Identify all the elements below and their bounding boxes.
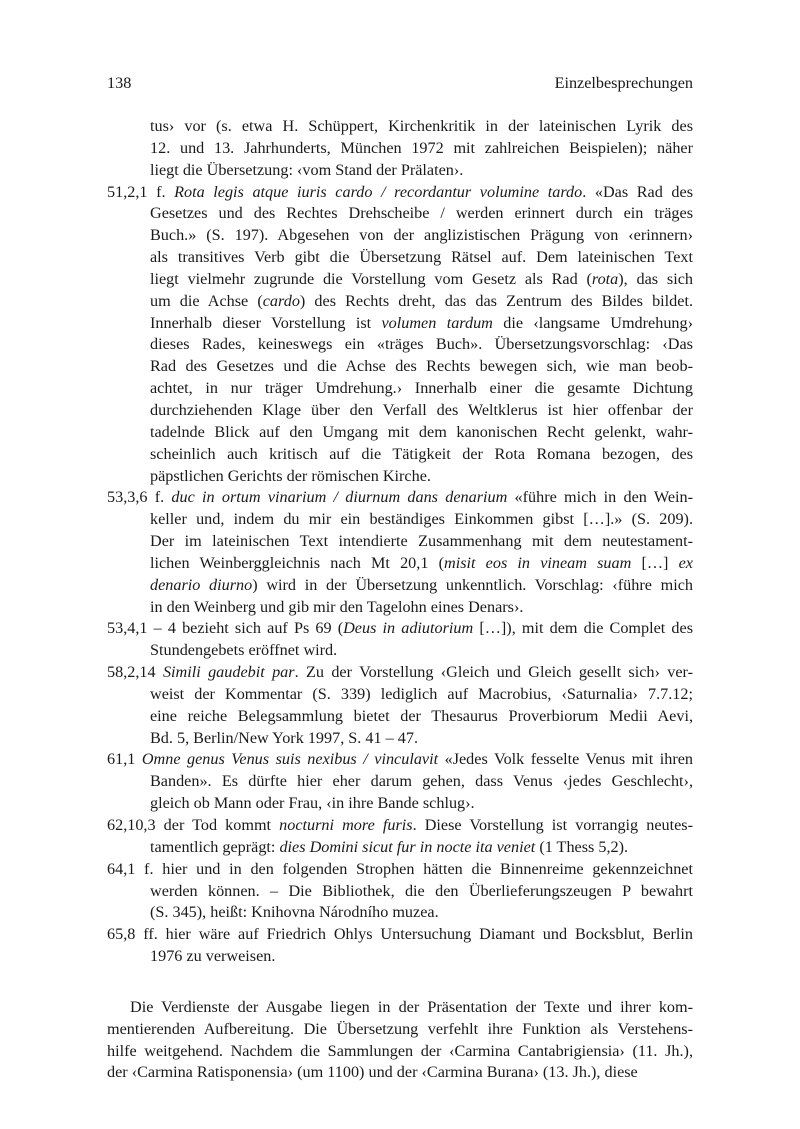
text-segment: in den Weinberg und gib mir den Tagelohn eines Denars›. (150, 597, 524, 616)
latin-quote: Deus in adiutorium (343, 619, 474, 638)
text-line (150, 684, 693, 706)
text-line (150, 116, 693, 138)
text-line (150, 247, 693, 269)
text-segment: achtet, in nur träger Umdrehung.› Innerhalb einer die gesamte Dichtung (150, 379, 693, 398)
text-line (107, 1019, 693, 1041)
text-segment: keller und, indem du mir ein beständiges Einkommen gibst […].» (S. 209). (150, 510, 693, 529)
text-segment: Der im lateinischen Text intendierte Zusammenhang mit dem neutestament- (150, 532, 693, 551)
latin-quote: cardo (262, 291, 300, 310)
text-line (107, 618, 693, 640)
page-number: 138 (107, 74, 132, 92)
text-line (150, 771, 693, 793)
text-segment: durchziehenden Klage über den Verfall des Weltklerus ist hier offenbar der (150, 400, 693, 419)
latin-quote: Rota legis atque iuris cardo / recordantur volumine tardo (174, 182, 583, 201)
text-line (107, 1062, 693, 1084)
latin-quote: dies Domini sicut fur in nocte ita veniet (279, 837, 536, 856)
latin-quote: denario diurno (150, 575, 253, 594)
text-segment: 12. und 13. Jahrhunderts, München 1972 mit zahlreichen Beispielen); näher (150, 138, 693, 157)
text-segment: 1976 zu verweisen. (150, 947, 276, 966)
text-line (150, 422, 693, 444)
text-line (150, 946, 693, 968)
text-line (150, 793, 693, 815)
text-line (150, 553, 693, 575)
text-line (150, 138, 693, 160)
text-line (150, 640, 693, 662)
latin-quote: Omne genus Venus suis nexibus / vinculavit (141, 750, 439, 769)
text-segment: . Diese Vorstellung ist vorrangig neutes- (412, 816, 693, 834)
text-line (150, 837, 693, 859)
commentary-entry (107, 662, 693, 749)
commentary-entry (107, 859, 693, 925)
commentary-entry (107, 487, 693, 618)
text-line (107, 749, 693, 771)
text-segment: Bd. 5, Berlin/New York 1997, S. 41 – 47. (150, 728, 419, 747)
text-segment: Buch.» (S. 197). Abgesehen von der anglizistischen Prägung von ‹erinnern› (150, 226, 693, 245)
text-line (150, 881, 693, 903)
text-line (107, 662, 693, 684)
text-segment: 61,1 (107, 750, 142, 769)
commentary-entry (107, 815, 693, 859)
text-segment: […] (631, 553, 679, 572)
latin-quote: duc in ortum vinarium / diurnum dans denarium (171, 488, 508, 507)
commentary-entry (107, 182, 693, 488)
text-segment: liegt vielmehr zugrunde die Vorstellung vom Gesetz als Rad ( (150, 269, 592, 288)
text-segment: Gesetzes und des Rechtes Drehscheibe / werden erinnert durch ein träges (150, 204, 693, 223)
text-segment: (1 Thess 5,2). (535, 837, 629, 856)
text-line (150, 356, 693, 378)
page-body (107, 116, 693, 1084)
text-line (150, 597, 693, 619)
text-line (150, 706, 693, 728)
text-segment: scheinlich auch kritisch auf die Tätigkeit der Rota Romana bezogen, des (150, 444, 693, 463)
text-segment: um die Achse ( (150, 291, 263, 310)
text-line (150, 269, 693, 291)
text-line (150, 291, 693, 313)
text-segment: tus› vor (s. etwa H. Schüppert, Kirchenkritik in der lateinischen Lyrik des (150, 117, 693, 135)
latin-quote: rota (591, 269, 619, 288)
body-paragraph (107, 997, 693, 1084)
text-line (150, 728, 693, 750)
text-line (107, 859, 693, 881)
commentary-entry (107, 749, 693, 815)
text-segment: (S. 345), heißt: Knihovna Národního muzea. (150, 903, 439, 922)
running-title: Einzelbesprechungen (554, 74, 693, 92)
text-segment: «führe mich in den Wein- (507, 488, 694, 507)
text-line (107, 815, 693, 837)
text-segment: mentierenden Aufbereitung. Die Übersetzung verfehlt ihre Funktion als Verstehens- (107, 1019, 693, 1038)
text-segment: werden können. – Die Bibliothek, die den Überlieferungszeugen P bewahrt (150, 881, 693, 900)
text-segment: «Jedes Volk fesselte Venus mit ihren (438, 750, 693, 769)
text-segment: ) wird in der Übersetzung unkenntlich. Vorschlag: ‹führe mich (252, 575, 693, 594)
latin-quote: nocturni more furis (279, 816, 413, 834)
text-segment: Rad des Gesetzes und die Achse des Rechts bewegen sich, wie man beob- (150, 357, 693, 376)
text-line (150, 378, 693, 400)
text-segment: 53,4,1 – 4 bezieht sich auf Ps 69 ( (107, 619, 344, 638)
text-line (150, 509, 693, 531)
text-segment: . Zu der Vorstellung ‹Gleich und Gleich gesellt sich› ver- (294, 663, 693, 682)
text-line (150, 902, 693, 924)
text-segment: […]), mit dem die Complet des (473, 619, 693, 638)
text-segment: ) des Rechts dreht, das das Zentrum des Bildes bildet. (299, 291, 693, 310)
text-segment: Banden». Es dürfte hier eher darum gehen, dass Venus ‹jedes Geschlecht›, (150, 772, 693, 791)
latin-quote: Simili gaudebit par (162, 663, 295, 682)
text-segment: 58,2,14 (107, 663, 163, 682)
continued-entry (107, 116, 693, 182)
text-segment: tadelnde Blick auf den Umgang mit dem kanonischen Recht gelenkt, wahr- (150, 422, 693, 441)
commentary-entry (107, 618, 693, 662)
text-segment: Stundengebets eröffnet wird. (150, 641, 338, 660)
latin-quote: ex (678, 553, 693, 572)
text-line (130, 997, 693, 1019)
text-segment: lichen Weinberggleichnis nach Mt 20,1 ( (150, 553, 444, 572)
text-line (150, 203, 693, 225)
text-segment: päpstlichen Gerichts der römischen Kirche. (150, 466, 431, 485)
text-line (150, 466, 693, 488)
text-line (150, 225, 693, 247)
text-segment: 62,10,3 der Tod kommt (107, 816, 280, 834)
text-line (107, 182, 693, 204)
text-segment: eine reiche Belegsammlung bietet der Thesaurus Proverbiorum Medii Aevi, (150, 706, 693, 725)
text-segment: als transitives Verb gibt die Übersetzung Rätsel auf. Dem lateinischen Text (150, 248, 693, 267)
text-line (150, 400, 693, 422)
text-segment: tamentlich geprägt: (150, 837, 280, 856)
latin-quote: misit eos in vineam suam (444, 553, 632, 572)
text-line (107, 487, 693, 509)
text-segment: dieses Rades, keineswegs ein «träges Buch». Übersetzungsvorschlag: ‹Das (150, 335, 693, 354)
text-segment: 65,8 ff. hier wäre auf Friedrich Ohlys Untersuchung Diamant und Bocksblut, Berlin (107, 925, 693, 944)
text-segment: der ‹Carmina Ratisponensia› (um 1100) und der ‹Carmina Burana› (13. Jh.), diese (107, 1063, 638, 1082)
text-segment: 53,3,6 f. (107, 488, 172, 507)
text-line (150, 334, 693, 356)
text-line (150, 313, 693, 335)
text-line (150, 160, 693, 182)
text-line (150, 444, 693, 466)
text-line (150, 531, 693, 553)
text-segment: 64,1 f. hier und in den folgenden Strophen hätten die Binnenreime gekennzeichnet (107, 859, 693, 878)
text-line (107, 1041, 693, 1063)
text-segment: . «Das Rad des (582, 182, 694, 201)
text-line (107, 924, 693, 946)
text-segment: Innerhalb dieser Vorstellung ist (150, 313, 382, 332)
text-segment: die ‹langsame Umdrehung› (492, 313, 693, 332)
text-segment: ), das sich (618, 269, 693, 288)
text-segment: liegt die Übersetzung: ‹vom Stand der Prälaten›. (150, 160, 464, 179)
commentary-entry (107, 924, 693, 968)
text-segment: gleich ob Mann oder Frau, ‹in ihre Bande schlug›. (150, 794, 475, 813)
text-segment: Die Verdienste der Ausgabe liegen in der Präsentation der Texte und ihrer kom- (130, 997, 693, 1016)
latin-quote: volumen tardum (381, 313, 493, 332)
text-line (150, 575, 693, 597)
text-segment: hilfe weitgehend. Nachdem die Sammlungen der ‹Carmina Cantabrigiensia› (11. Jh.), (107, 1041, 693, 1060)
text-segment: weist der Kommentar (S. 339) lediglich auf Macrobius, ‹Saturnalia› 7.7.12; (150, 684, 693, 703)
text-segment: 51,2,1 f. (107, 182, 175, 201)
